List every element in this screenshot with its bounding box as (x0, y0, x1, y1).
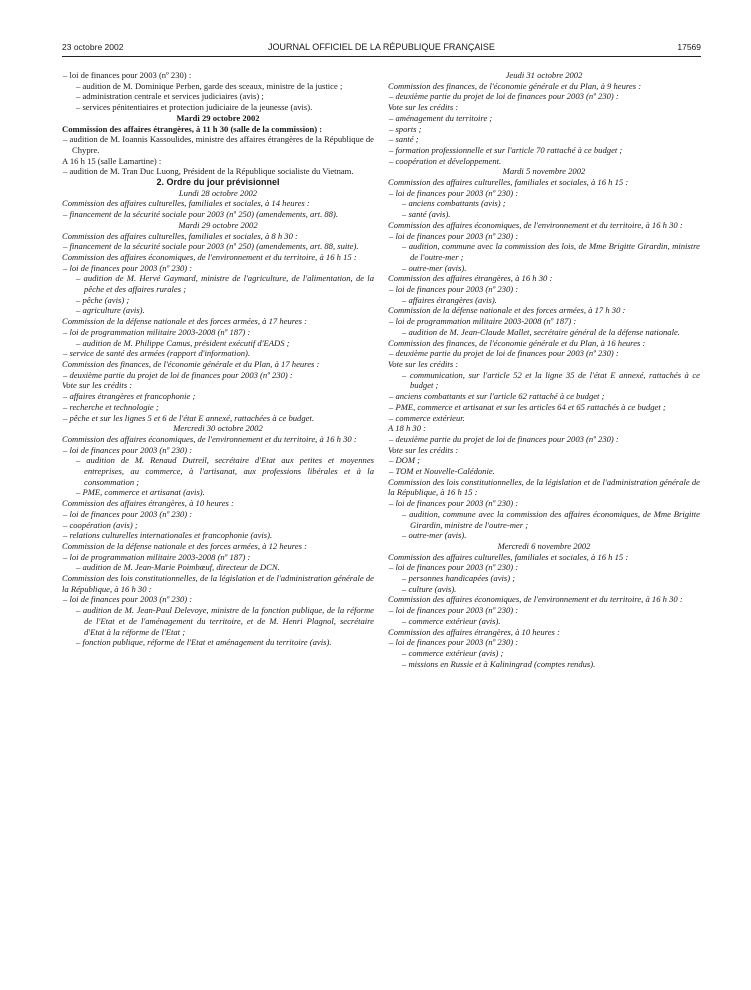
list-item: – deuxième partie du projet de loi de finances pour 2003 (nº 230) : (63, 369, 293, 380)
commission-heading: Commission des lois constitutionnelles, de la législation et de l'administration générale de la République, à 16 h 30 : (62, 573, 374, 594)
page-number: 17569 (677, 42, 701, 52)
day-heading: Mercredi 6 novembre 2002 (497, 540, 591, 551)
list-item: – audition de M. Philippe Camus, président exécutif d'EADS ; (76, 337, 290, 348)
list-item: – outre-mer (avis). (402, 262, 467, 273)
list-item: – TOM et Nouvelle-Calédonie. (389, 466, 495, 477)
list-item: – loi de finances pour 2003 (nº 230) : (63, 444, 193, 455)
list-item: – loi de finances pour 2003 (nº 230) : (63, 594, 193, 605)
day-heading: Mardi 29 octobre 2002 (176, 112, 260, 123)
list-item: – coopération et développement. (389, 155, 502, 166)
commission-heading: Commission des finances, de l'économie générale et du Plan, à 17 heures : (62, 358, 320, 369)
list-item: – audition de M. Tran Duc Luong, Président de la République socialiste du Vietnam. (63, 166, 354, 177)
vote-label: Vote sur les crédits : (388, 358, 459, 369)
day-heading: Lundi 28 octobre 2002 (178, 187, 258, 198)
commission-heading: Commission de la défense nationale et des forces armées, à 17 h 30 : (388, 305, 626, 316)
list-item: – loi de finances pour 2003 (nº 230) : (389, 187, 519, 198)
list-item: – commerce extérieur. (389, 412, 465, 423)
list-item: – affaires étrangères (avis). (402, 294, 497, 305)
list-item: – commerce extérieur (avis). (402, 615, 501, 626)
day-heading: Mardi 5 novembre 2002 (502, 166, 586, 177)
list-item: – PME, commerce et artisanat et sur les articles 64 et 65 rattachés à ce budget ; (389, 401, 666, 412)
list-item: – missions en Russie et à Kaliningrad (comptes rendus). (402, 658, 596, 669)
commission-heading: Commission des affaires économiques, de l'environnement et du territoire, à 16 h 30 : (388, 219, 683, 230)
list-item: – loi de finances pour 2003 (nº 230) : (63, 262, 193, 273)
list-item: – anciens combattants et sur l'article 62 rattaché à ce budget ; (389, 391, 605, 402)
header-date: 23 octobre 2002 (62, 42, 124, 52)
page-header (62, 42, 701, 57)
list-item: – loi de finances pour 2003 (nº 230) : (389, 498, 519, 509)
commission-heading: Commission des lois constitutionnelles, de la législation et de l'administration générale de la République, à 16 h 15 : (388, 476, 700, 498)
list-item: – services pénitentiaires et protection judiciaire de la jeunesse (avis). (76, 102, 313, 113)
list-item: – santé (avis). (402, 209, 451, 220)
list-item: – loi de finances pour 2003 (nº 230) : (389, 284, 519, 295)
commission-heading: Commission de la défense nationale et des forces armées, à 17 heures : (62, 316, 307, 327)
list-item: – loi de finances pour 2003 (nº 230) : (63, 508, 193, 519)
commission-heading: Commission des finances, de l'économie générale et du Plan, à 16 heures : (388, 337, 646, 348)
time-line: A 16 h 15 (salle Lamartine) : (62, 155, 162, 166)
commission-heading: Commission des affaires culturelles, familiales et sociales, à 16 h 15 : (388, 177, 629, 188)
commission-heading: Commission des affaires culturelles, familiales et sociales, à 8 h 30 : (62, 230, 298, 241)
list-item: – loi de programmation militaire 2003-2008 (nº 187) : (63, 551, 251, 562)
commission-heading: Commission des affaires économiques, de l'environnement et du territoire, à 16 h 30 : (62, 433, 357, 444)
list-item: – communication, sur l'article 52 et la ligne 35 de l'état E annexé, rattachés à ce budget ; (402, 369, 700, 391)
commission-heading: Commission des affaires économiques, de l'environnement et du territoire, à 16 h 15 : (62, 251, 357, 262)
left-column (62, 70, 374, 648)
vote-label: Vote sur les crédits : (62, 380, 133, 391)
commission-heading: Commission des affaires étrangères, à 10 heures : (62, 498, 234, 509)
list-item: – sports ; (389, 123, 422, 134)
list-item: – loi de programmation militaire 2003-2008 (nº 187) : (63, 326, 251, 337)
list-item: – loi de programmation militaire 2003-2008 (nº 187) : (389, 316, 577, 327)
time-line: A 18 h 30 : (388, 423, 427, 434)
list-item: – administration centrale et services judiciaires (avis) ; (76, 91, 264, 102)
list-item: – coopération (avis) ; (63, 519, 138, 530)
section-title: 2. Ordre du jour prévisionnel (156, 177, 280, 188)
day-heading: Jeudi 31 octobre 2002 (505, 70, 583, 80)
list-item: – audition de M. Ioannis Kassoulides, ministre des affaires étrangères de la République de Chypre. (63, 134, 374, 155)
list-item: – financement de la sécurité sociale pour 2003 (nº 250) (amendements, art. 88). (63, 209, 338, 220)
list-item: – service de santé des armées (rapport d'information). (63, 348, 251, 359)
list-item: – anciens combattants (avis) ; (402, 198, 506, 209)
list-item: – deuxième partie du projet de loi de finances pour 2003 (nº 230) : (389, 348, 619, 359)
list-item: – affaires étrangères et francophonie ; (63, 391, 196, 402)
list-item: – loi de finances pour 2003 (nº 230) : (63, 70, 192, 80)
list-item: – audition de M. Hervé Gaymard, ministre de l'agriculture, de l'alimentation, de la pêche et des affaires rurales ; (76, 273, 374, 295)
commission-heading: Commission des affaires étrangères, à 16 h 30 : (388, 273, 553, 284)
commission-heading: Commission des finances, de l'économie générale et du Plan, à 9 heures : (388, 80, 642, 91)
list-item: – DOM ; (389, 455, 421, 466)
list-item: – financement de la sécurité sociale pour 2003 (nº 250) (amendements, art. 88, suite). (63, 241, 359, 252)
list-item: – outre-mer (avis). (402, 530, 467, 541)
list-item: – fonction publique, réforme de l'Etat et aménagement du territoire (avis). (76, 637, 332, 648)
vote-label: Vote sur les crédits : (388, 444, 459, 455)
commission-heading: Commission des affaires étrangères, à 11 h 30 (salle de la commission) : (62, 123, 323, 134)
list-item: – culture (avis). (402, 583, 457, 594)
list-item: – loi de finances pour 2003 (nº 230) : (389, 230, 519, 241)
journal-title: JOURNAL OFFICIEL DE LA RÉPUBLIQUE FRANÇAISE (268, 42, 495, 52)
list-item: – pêche (avis) ; (76, 294, 130, 305)
list-item: – PME, commerce et artisanat (avis). (76, 487, 205, 498)
commission-heading: Commission des affaires culturelles, familiales et sociales, à 14 heures : (62, 198, 310, 209)
list-item: – formation professionnelle et sur l'article 70 rattaché à ce budget ; (389, 144, 623, 155)
list-item: – deuxième partie du projet de loi de finances pour 2003 (nº 230) : (389, 433, 619, 444)
list-item: – deuxième partie du projet de loi de finances pour 2003 (nº 230) : (389, 91, 619, 102)
list-item: – recherche et technologie ; (63, 401, 159, 412)
list-item: – audition, commune avec la commission des affaires économiques, de Mme Brigitte Girardin, ministre de l'outre-mer ; (402, 508, 700, 530)
vote-label: Vote sur les crédits : (388, 102, 459, 113)
list-item: – pêche et sur les lignes 5 et 6 de l'état E annexé, rattachées à ce budget. (63, 412, 314, 423)
day-heading: Mercredi 30 octobre 2002 (173, 423, 263, 434)
list-item: – loi de finances pour 2003 (nº 230) : (389, 605, 519, 616)
commission-heading: Commission de la défense nationale et des forces armées, à 12 heures : (62, 540, 307, 551)
list-item: – commerce extérieur (avis) ; (402, 647, 504, 658)
list-item: – audition de M. Jean-Paul Delevoye, ministre de la fonction publique, de la réforme de l'Etat et de l'aménagement du territoire, et de M. Henri Plagnol, secrétaire d'Etat à la réforme de l'Etat ; (76, 605, 374, 637)
list-item: – audition de M. Jean-Claude Mallet, secrétaire général de la défense nationale. (402, 326, 680, 337)
list-item: – audition de M. Jean-Marie Poimbœuf, directeur de DCN. (76, 562, 280, 573)
list-item: – audition de M. Renaud Dutreil, secrétaire d'Etat aux petites et moyennes entreprises, au commerce, à l'artisanat, aux professions libérales et à la consommation ; (76, 455, 374, 487)
list-item: – relations culturelles internationales et francophonie (avis). (63, 530, 273, 541)
list-item: – personnes handicapées (avis) ; (402, 573, 516, 584)
list-item: – agriculture (avis). (76, 305, 145, 316)
list-item: – loi de finances pour 2003 (nº 230) : (389, 562, 519, 573)
right-column (388, 70, 700, 669)
commission-heading: Commission des affaires étrangères, à 10 heures : (388, 626, 560, 637)
list-item: – santé ; (389, 134, 419, 145)
list-item: – audition de M. Dominique Perben, garde des sceaux, ministre de la justice ; (76, 80, 343, 91)
commission-heading: Commission des affaires économiques, de l'environnement et du territoire, à 16 h 30 : (388, 594, 683, 605)
list-item: – audition, commune avec la commission des lois, de Mme Brigitte Girardin, ministre de l'outre-mer ; (402, 241, 700, 262)
list-item: – aménagement du territoire ; (389, 112, 493, 123)
commission-heading: Commission des affaires culturelles, familiales et sociales, à 16 h 15 : (388, 551, 629, 562)
list-item: – loi de finances pour 2003 (nº 230) : (389, 637, 519, 648)
day-heading: Mardi 29 octobre 2002 (178, 219, 258, 230)
